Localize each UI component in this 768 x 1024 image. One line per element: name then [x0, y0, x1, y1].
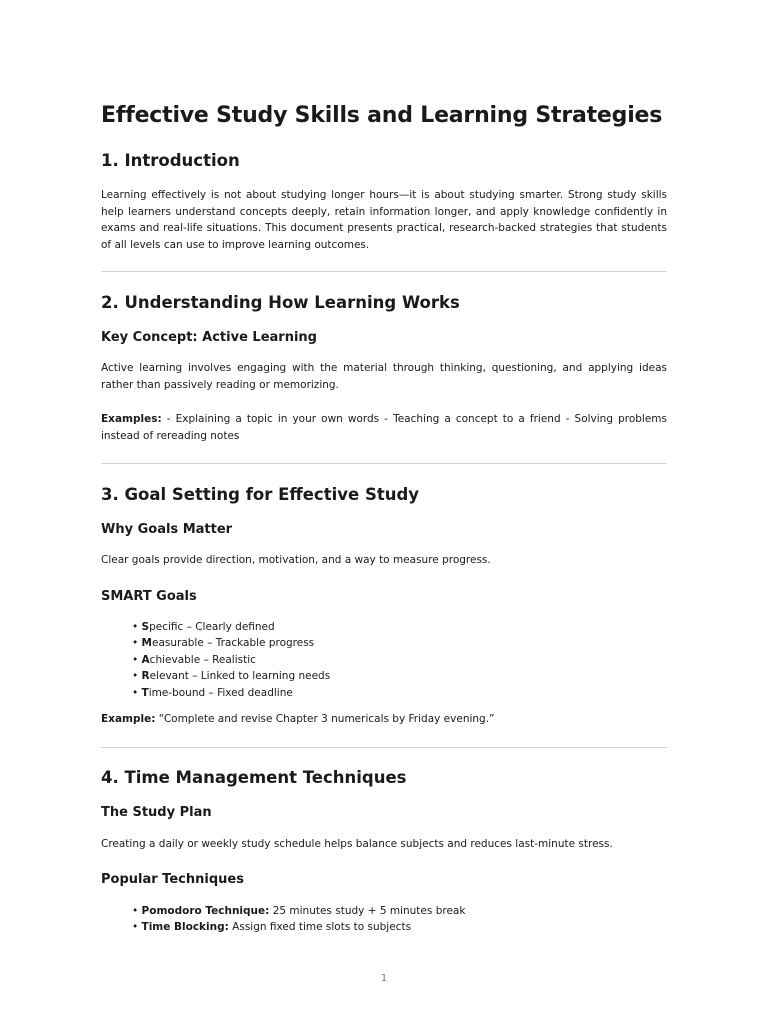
section-4-heading: 4. Time Management Techniques	[101, 768, 407, 787]
list-item: • Pomodoro Technique: 25 minutes study + 5 minutes break	[132, 905, 466, 917]
example-label: Example:	[101, 713, 156, 725]
section-divider-3	[101, 747, 667, 748]
smart-goals-heading: SMART Goals	[101, 589, 197, 604]
section-divider-1	[101, 271, 667, 272]
section-3-example	[101, 711, 667, 728]
smart-goals-list	[132, 619, 330, 701]
examples-label: Examples:	[101, 413, 162, 425]
section-3-heading: 3. Goal Setting for Effective Study	[101, 485, 420, 504]
techniques-list	[132, 903, 465, 936]
page-number: 1	[380, 973, 388, 984]
section-1-heading: 1. Introduction	[101, 151, 240, 170]
popular-techniques-heading: Popular Techniques	[101, 872, 244, 887]
why-goals-heading: Why Goals Matter	[101, 522, 233, 537]
list-item: • Achievable – Realistic	[132, 653, 256, 666]
list-item: • Time Blocking: Assign fixed time slots to subjects	[132, 921, 412, 934]
document-title: Effective Study Skills and Learning Strategies	[101, 103, 663, 128]
list-item: • Measurable – Trackable progress	[132, 637, 315, 650]
example-text: “Complete and revise Chapter 3 numericals by Friday evening.”	[155, 713, 495, 725]
list-item: • Specific – Clearly defined	[132, 621, 275, 633]
section-3-body: Clear goals provide direction, motivation, and a way to measure progress.	[101, 554, 491, 566]
section-divider-2	[101, 463, 667, 464]
list-item: • Relevant – Linked to learning needs	[132, 670, 331, 683]
section-4-body: Creating a daily or weekly study schedule helps balance subjects and reduces last-minute stress.	[101, 838, 613, 850]
section-2-subheading: Key Concept: Active Learning	[101, 330, 317, 345]
study-plan-heading: The Study Plan	[101, 805, 212, 820]
section-2-body: Active learning involves engaging with the material through thinking, questioning, and applying ideas rather than passively reading or memorizing.	[101, 362, 667, 391]
list-item: • Time-bound – Fixed deadline	[132, 686, 293, 699]
section-2-heading: 2. Understanding How Learning Works	[101, 293, 460, 312]
section-2-examples	[101, 411, 667, 444]
examples-text: - Explaining a topic in your own words - Teaching a concept to a friend - Solving problems instead of rereading notes	[101, 413, 667, 442]
section-1-body: Learning effectively is not about studying longer hours—it is about studying smarter. Strong study skills help learners understand concepts deeply, retain information longer, and apply knowledge confidently in exams and real-life situations. This document presents practical, research-backed strategies that students of all levels can use to improve learning outcomes.	[101, 189, 667, 251]
